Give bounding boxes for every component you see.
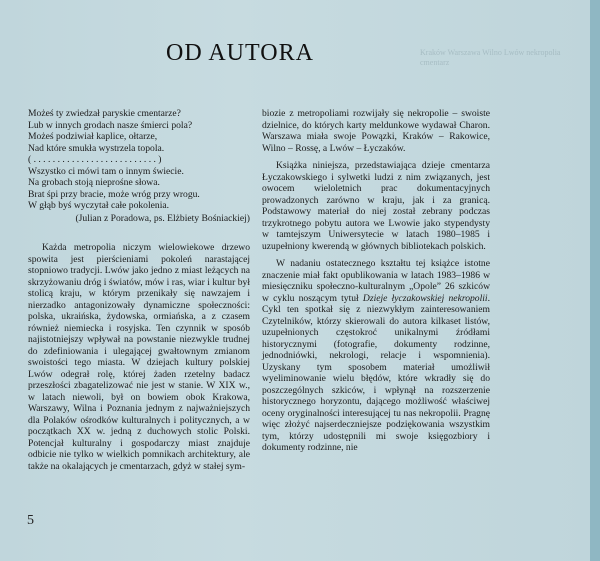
left-column <box>28 108 250 472</box>
poem-line: Na grobach stoją nieprośne słowa. <box>28 177 160 188</box>
poem-line: Wszystko ci mówi tam o innym świecie. <box>28 165 184 177</box>
body-paragraph: Książka niniejsza, przedstawiająca dzieje cmentarza Łyczakowskiego i sylwetki ludzi z nim związanych, jest owocem wieloletnich prac dokumentacyjnych prowadzonych zarówno w kraju, jak i za granicą. Podstawowy materiał do niej został zebrany podczas trzykrotnego pobytu autora we Lwowie jako stypendysty w tamtejszym Uniwersytecie w latach 1980–1985 i uzupełniony kwerendą w głównych bibliotekach polskich. <box>262 160 490 252</box>
poem-line: Lub w innych grodach nasze śmierci pola? <box>28 119 193 131</box>
body-text: . Cykl ten spotkał się z niezwykłym zainteresowaniem Czytelników, którzy skierowali do autora kilkaset listów, uzupełnionych częstokroć unikalnymi źródłami historycznymi (fotografie, dokumenty rodzinne, jednodniówki, nekrologi, relacje i wspomnienia). Uzyskany tym sposobem materiał umożliwił wyeliminowanie wielu błędów, które wkradły się do poszczególnych szkiców, i wpłynął na rozszerzenie historycznego horyzontu, dającego możliwość właściwej oceny oryginalności interesującej tu nas nekropolii. Pragnę więc złożyć najserdeczniejsze podziękowania wszystkim tym, którzy udostępnili mi swoje księgozbiory i dokumenty rodzinne, nie <box>262 292 490 453</box>
poem-line: Możeś podziwiał kaplice, ołtarze, <box>28 131 158 142</box>
book-title-italic: Dzieje łyczakowskiej nekropolii <box>362 292 488 304</box>
body-paragraph: biozie z metropoliami rozwijały się nekropolie – swoiste dzielnice, do których karty meldunkowe wydawał Charon. Warszawa miała swoje Powązki, Kraków – Rakowice, Wilno – Rossę, a Lwów – Łyczaków. <box>262 108 490 154</box>
page-number: 5 <box>27 513 34 528</box>
poem-line: Brat śpi przy bracie, może wróg przy wrogu. <box>28 188 200 200</box>
body-paragraph: Każda metropolia niczym wielowiekowe drzewo spowita jest pierścieniami pokoleń narastającej stopniowo tradycji. Lwów jako jedno z miast leżących na skrzyżowaniu dróg i światów, mów i ras, wiar i kultur był stolicą kraju, w którym przenikały się nawzajem i nierzadko antagonizowały dynamiczne społeczności: polska, ukraińska, żydowska, ormiańska, a z czasem również niemiecka i rosyjska. Ten czynnik w sposób najistotniejszy wpływał na powstanie niezwykle trudnej do zdefiniowania i ulegającej gwałtownym zmianom swoistości tego miasta. W dziejach kultury polskiej Lwów odegrał rolę, której żaden rzetelny badacz przeszłości zbagatelizować nie jest w stanie. W XIX w., w latach niewoli, był on bowiem obok Krakowa, Warszawy, Wilna i Poznania jednym z najważniejszych dla Polaków ośrodków kulturalnych i politycznych, a w początkach XX w. jedną z duchowych stolic Polski. Potencjał kulturalny i gospodarczy miast znajduje odbicie nie tylko w wielkich pomnikach architektury, ale także na okalających je cmentarzach, gdyż w stałej sym- <box>28 242 250 472</box>
epigraph-poem <box>28 108 250 212</box>
right-column <box>262 108 490 454</box>
page-title: OD AUTORA <box>166 40 314 66</box>
poem-line: Nad które smukła wystrzela topola. <box>28 142 165 154</box>
body-text: W nadaniu ostatecznego kształtu tej książce istotne znaczenie miał fakt opublikowania w latach 1983–1986 w miesięczniku społeczno-kulturalnym „Opole” 26 szkiców w cyklu noszącym tytuł <box>262 258 490 304</box>
bleed-through-text: Kraków Warszawa Wilno Lwów nekropolia cmentarz <box>420 48 561 67</box>
poem-line: Możeś ty zwiedzał paryskie cmentarze? <box>28 108 181 119</box>
body-paragraph <box>262 258 490 454</box>
poem-line: W głąb byś wyczytał całe pokolenia. <box>28 200 170 211</box>
poem-line: ( . . . . . . . . . . . . . . . . . . . . . . . . . . ) <box>28 154 162 165</box>
epigraph-attribution: (Julian z Poradowa, ps. Elżbiety Bośniackiej) <box>75 212 250 224</box>
